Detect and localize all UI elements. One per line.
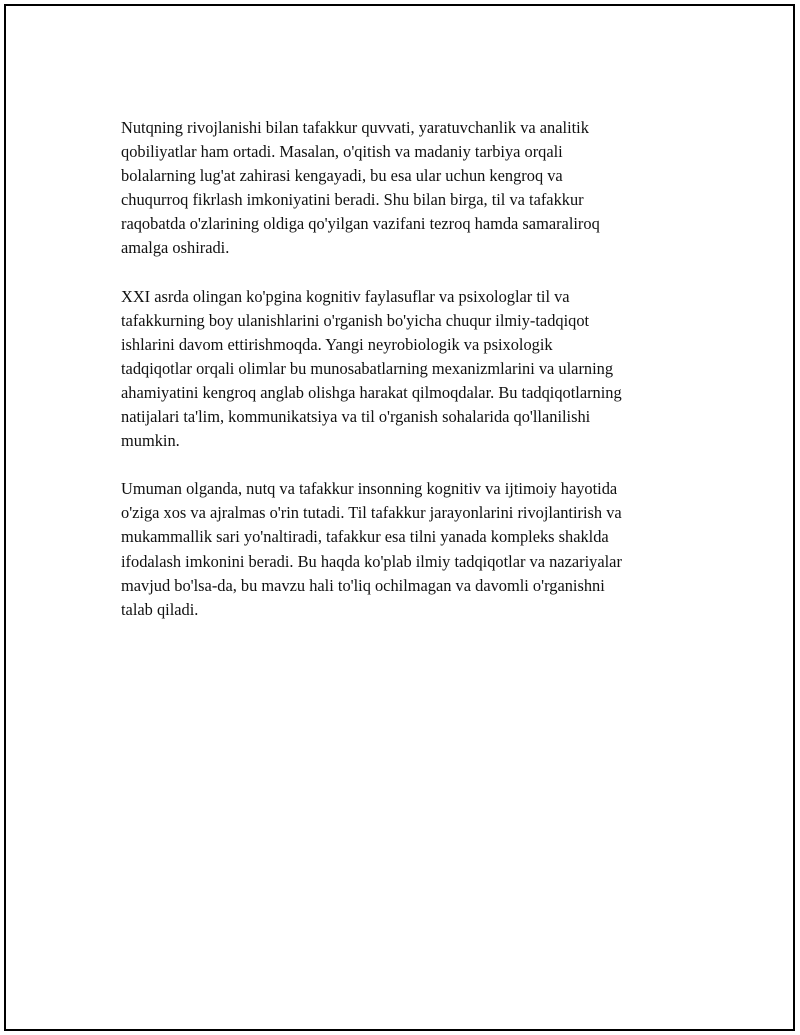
paragraph-line: ishlarini davom ettirishmoqda. Yangi neyrobiologik va psixologik bbox=[121, 334, 553, 354]
paragraph-line: raqobatda o'zlarining oldiga qo'yilgan vazifani tezroq hamda samaraliroq bbox=[121, 214, 600, 234]
paragraph-line: XXI asrda olingan ko'pgina kognitiv faylasuflar va psixologlar til va bbox=[121, 286, 570, 306]
paragraph-line: mavjud bo'lsa-da, bu mavzu hali to'liq ochilmagan va davomli o'rganishni bbox=[121, 575, 605, 595]
paragraph-line: Nutqning rivojlanishi bilan tafakkur quvvati, yaratuvchanlik va analitik bbox=[121, 118, 589, 137]
paragraph-2 bbox=[121, 285, 701, 454]
paragraph-line: mukammallik sari yo'naltiradi, tafakkur esa tilni yanada kompleks shaklda bbox=[121, 527, 609, 547]
paragraph-line: ahamiyatini kengroq anglab olishga harakat qilmoqdalar. Bu tadqiqotlarning bbox=[121, 382, 622, 402]
paragraph-line: qobiliyatlar ham ortadi. Masalan, o'qitish va madaniy tarbiya orqali bbox=[121, 142, 563, 162]
paragraph-line: talab qiladi. bbox=[121, 599, 199, 619]
document-body bbox=[121, 116, 701, 646]
paragraph-1 bbox=[121, 116, 701, 261]
paragraph-3 bbox=[121, 477, 701, 622]
paragraph-line: mumkin. bbox=[121, 431, 180, 451]
paragraph-line: tafakkurning boy ulanishlarini o'rganish bo'yicha chuqur ilmiy-tadqiqot bbox=[121, 310, 590, 330]
paragraph-line: amalga oshiradi. bbox=[121, 238, 230, 258]
paragraph-line: chuqurroq fikrlash imkoniyatini beradi. Shu bilan birga, til va tafakkur bbox=[121, 190, 584, 210]
paragraph-line: ifodalash imkonini beradi. Bu haqda ko'plab ilmiy tadqiqotlar va nazariyalar bbox=[121, 551, 622, 571]
paragraph-line: o'ziga xos va ajralmas o'rin tutadi. Til tafakkur jarayonlarini rivojlantirish va bbox=[121, 503, 622, 523]
document-page bbox=[4, 4, 795, 1031]
paragraph-line: Umuman olganda, nutq va tafakkur insonning kognitiv va ijtimoiy hayotida bbox=[121, 479, 618, 499]
paragraph-line: natijalari ta'lim, kommunikatsiya va til o'rganish sohalarida qo'llanilishi bbox=[121, 407, 591, 427]
paragraph-line: bolalarning lug'at zahirasi kengayadi, bu esa ular uchun kengroq va bbox=[121, 166, 563, 186]
paragraph-line: tadqiqotlar orqali olimlar bu munosabatlarning mexanizmlarini va ularning bbox=[121, 358, 614, 378]
